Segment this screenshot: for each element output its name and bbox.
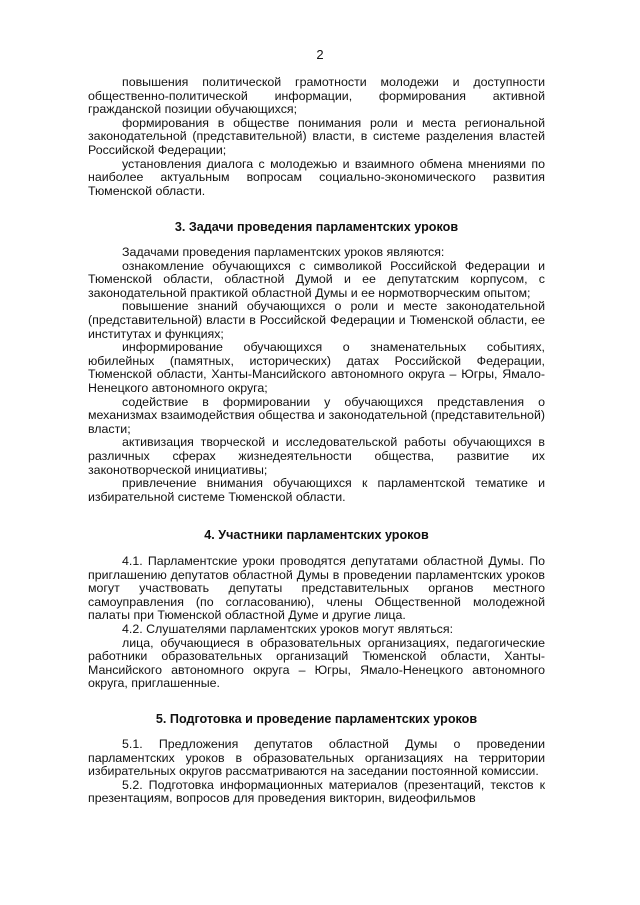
intro-paragraph: повышения политической грамотности молодежи и доступности общественно-политической информации, формирования активной гражданской позиции обучающихся; (88, 75, 545, 117)
page-number: 2 (316, 47, 324, 62)
section-4-paragraph: 4.1. Парламентские уроки проводятся депутатами областной Думы. По приглашению депутатов областной Думы в проведении парламентских уроков могут участвовать депутаты представительных органов местного самоуправления (по согласованию), члены Общественной молодежной палаты при Тюменской областной Думе и другие лица. (88, 554, 545, 623)
section-4-body (88, 555, 545, 691)
intro-block (88, 76, 545, 198)
section-3-paragraph: содействие в формировании у обучающихся представления о механизмах взаимодействия общества и законодательной (представительной) власти; (88, 394, 545, 436)
intro-paragraph: формирования в обществе понимания роли и места региональной законодательной (представительной) власти, в системе разделения властей Российской Федерации; (88, 115, 545, 157)
section-5-body (88, 738, 545, 806)
section-4-heading: 4. Участники парламентских уроков (204, 528, 429, 542)
section-4-paragraph: лица, обучающиеся в образовательных организациях, педагогические работники образовательных организаций Тюменской области, Ханты-Мансийского автономного округа – Югры, Ямало-Ненецкого автономного округа, приглашенные. (88, 635, 545, 691)
section-5-paragraph: 5.1. Предложения депутатов областной Думы о проведении парламентских уроков в образовательных организациях на территории избирательных округов рассматриваются на заседании постоянной комиссии. (88, 737, 545, 779)
section-3-paragraph: привлечение внимания обучающихся к парламентской тематике и избирательной системе Тюменской области. (88, 476, 545, 504)
section-3-paragraph: информирование обучающихся о знаменательных событиях, юбилейных (памятных, исторических) датах Российской Федерации, Тюменской области, Ханты-Мансийского автономного округа – Югры, Ямало-Ненецкого автономного округа; (88, 340, 545, 395)
section-3-body (88, 246, 545, 504)
section-5-heading: 5. Подготовка и проведение парламентских уроков (155, 712, 478, 726)
section-4-paragraph: 4.2. Слушателями парламентских уроков могут являться: (122, 621, 454, 636)
section-3-heading: 3. Задачи проведения парламентских уроков (174, 220, 459, 234)
section-5-paragraph: 5.2. Подготовка информационных материалов (презентаций, текстов к презентациям, вопросов для проведения викторин, видеофильмов (88, 777, 545, 806)
section-3-paragraph: активизация творческой и исследовательской работы обучающихся в различных сферах жизнедеятельности общества, развитие их законотворческой инициативы; (88, 435, 545, 477)
intro-paragraph: установления диалога с молодежью и взаимного обмена мнениями по наиболее актуальным вопросам социально-экономического развития Тюменской области. (88, 156, 545, 198)
section-3-paragraph: повышение знаний обучающихся о роли и месте законодательной (представительной) власти в Российской Федерации и Тюменской области, ее институтах и функциях; (88, 299, 545, 341)
section-3-paragraph: ознакомление обучающихся с символикой Российской Федерации и Тюменской области, областной Думой и ее депутатским корпусом, с законодательной практикой областной Думы и ее нормотворческим опытом; (88, 258, 545, 300)
section-3-paragraph: Задачами проведения парламентских уроков являются: (122, 245, 445, 259)
